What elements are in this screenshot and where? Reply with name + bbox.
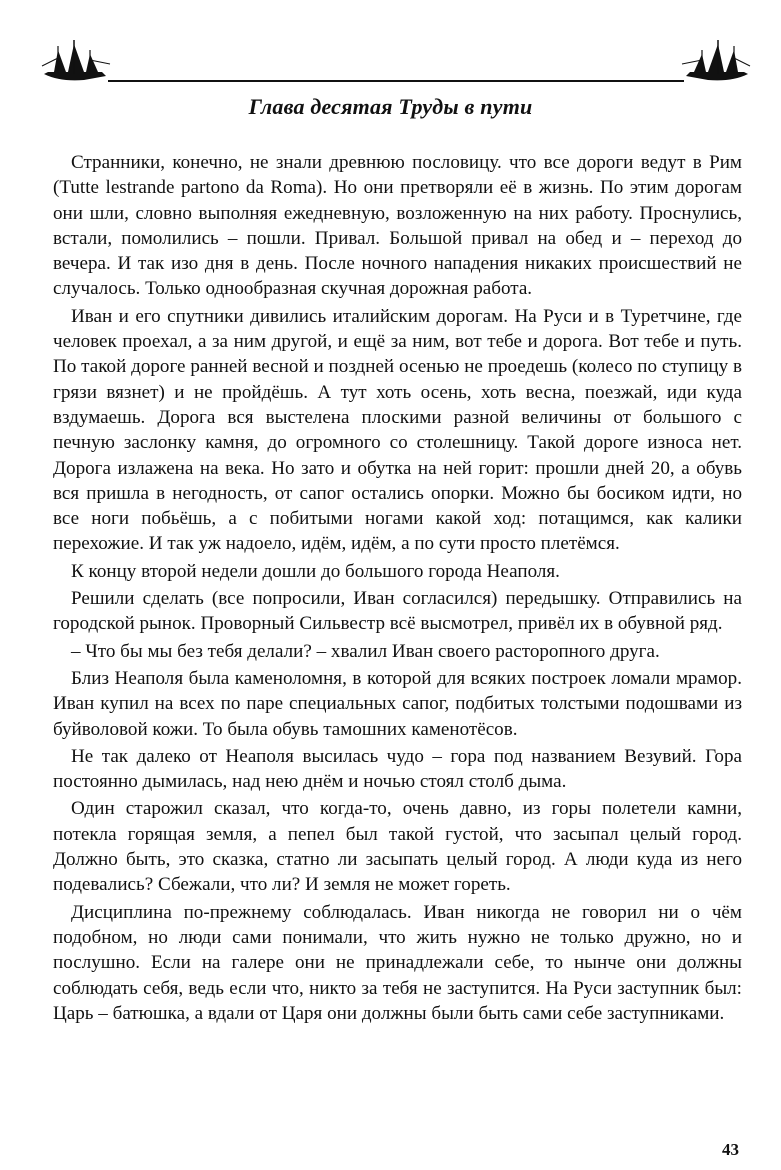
chapter-header-ornament — [40, 36, 752, 86]
paragraph: Решили сделать (все попросили, Иван согласился) передышку. Отправились на городской рынок. Проворный Сильвестр всё высмотрел, привёл их в обувной ряд. — [53, 588, 742, 635]
body-text — [53, 150, 742, 1028]
galley-ship-icon — [40, 36, 112, 84]
chapter-title: Глава десятая Труды в пути — [248, 94, 533, 119]
galley-ship-icon — [680, 36, 752, 84]
paragraph: Странники, конечно, не знали древнюю пословицу. что все дороги ведут в Рим (Tutte lestrande partono da Roma). Но они претворяли её в жизнь. По этим дорогам они шли, словно выполняя ежедневную, возложенную на них работу. Проснулись, встали, помолились – пошли. Привал. Большой привал на обед и – переход до вечера. И так изо дня в день. После ночного нападения никаких происшествий не случалось. Только однообразная скучная дорожная работа. — [53, 152, 742, 300]
page-number: 43 — [722, 1140, 739, 1159]
header-rule — [108, 80, 684, 82]
paragraph: Один старожил сказал, что когда-то, очень давно, из горы полетели камни, потекла горящая земля, а пепел был такой густой, что засыпал целый город. Должно быть, это сказка, статно ли засыпать целый город. А люди куда из него подевались? Сбежали, что ли? И земля не может гореть. — [53, 798, 742, 896]
paragraph: Не так далеко от Неаполя высилась чудо – гора под названием Везувий. Гора постоянно дымилась, над нею днём и ночью стоял столб дыма. — [53, 745, 742, 793]
paragraph: – Что бы мы без тебя делали? – хвалил Иван своего расторопного друга. — [71, 640, 660, 662]
paragraph: Иван и его спутники дивились италийским дорогам. На Руси и в Туретчине, где человек проехал, а за ним другой, и ещё за ним, вот тебе и дорога. Вот тебе и путь. По такой дороге ранней весной и поздней осенью не проедешь (колесо по ступицу в грязи вязнет) и не пройдёшь. А тут хоть осень, хоть весна, поезжай, иди куда вздумаешь. Дорога вся выстелена плоскими разной величины от большого с печную заслонку камня, до огромного со столешницу. Такой дороге износа нет. Дорога излажена на века. Но зато и обутка на ней горит: прошли дней 20, а обувь вся пришла в негодность, от сапог остались опорки. Можно бы босиком идти, но все ноги побьёшь, а с побитыми ногами какой ход: потащимся, как калики перехожие. И так уж надоело, идём, идём, а по сути просто плетёмся. — [53, 305, 742, 555]
paragraph: Дисциплина по-прежнему соблюдалась. Иван никогда не говорил ни о чём подобном, но люди сами понимали, что жить нужно не только дружно, но и послушно. Если на галере они не принадлежали себе, то нынче они должны соблюдать себя, ведь если что, никто за тебя не заступится. На Руси заступник был: Царь – батюшка, а вдали от Царя они должны были быть сами себе заступниками. — [53, 901, 742, 1024]
paragraph: К концу второй недели дошли до большого города Неаполя. — [71, 560, 560, 582]
paragraph: Близ Неаполя была каменоломня, в которой для всяких построек ломали мрамор. Иван купил на всех по паре специальных сапог, подбитых толстыми подошвами из буйволовой кожи. То была обувь тамошних каменотёсов. — [53, 667, 742, 740]
